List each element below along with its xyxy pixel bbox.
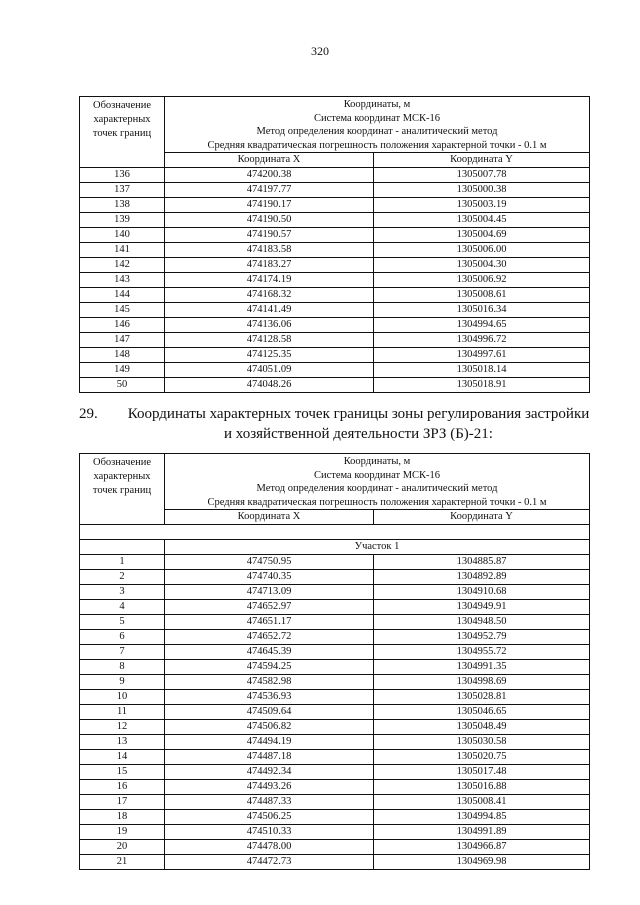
table-body	[80, 97, 590, 393]
coord-y-cell: 1305046.65	[374, 705, 590, 720]
coord-x-cell: 474494.19	[165, 735, 374, 750]
section-title-line: и хозяйственной деятельности ЗРЗ (Б)-21:	[224, 426, 493, 442]
coord-x-cell: 474136.06	[165, 318, 374, 333]
coord-y-cell: 1304997.61	[374, 348, 590, 363]
point-id-cell: 6	[80, 630, 165, 645]
coord-x-cell: 474493.26	[165, 780, 374, 795]
coord-y-cell: 1305000.38	[374, 183, 590, 198]
point-id-cell: 50	[80, 378, 165, 393]
coord-x-cell: 474141.49	[165, 303, 374, 318]
coord-x-cell: 474183.27	[165, 258, 374, 273]
coord-x-cell: 474487.18	[165, 750, 374, 765]
coord-y-cell: 1304910.68	[374, 585, 590, 600]
coord-y-cell: 1305018.91	[374, 378, 590, 393]
point-id-cell: 21	[80, 855, 165, 870]
coord-x-cell: 474740.35	[165, 570, 374, 585]
coordinates-table-2	[79, 453, 590, 870]
coordinates-table-1	[79, 96, 590, 393]
table-row	[80, 348, 590, 363]
coord-x-cell: 474472.73	[165, 855, 374, 870]
coord-y-cell: 1304991.35	[374, 660, 590, 675]
column-header-x: Координата X	[165, 510, 374, 525]
point-id-cell: 2	[80, 570, 165, 585]
coord-y-cell: 1305006.00	[374, 243, 590, 258]
coord-x-cell: 474128.58	[165, 333, 374, 348]
meta-line: Система координат МСК-16	[313, 112, 441, 124]
coord-y-cell: 1305008.41	[374, 795, 590, 810]
column-header-x: Координата X	[165, 153, 374, 168]
table-row	[80, 615, 590, 630]
coord-y-cell: 1305007.78	[374, 168, 590, 183]
table-row	[80, 570, 590, 585]
coord-x-cell: 474197.77	[165, 183, 374, 198]
coord-y-cell: 1305028.81	[374, 690, 590, 705]
section-title-line: Координаты характерных точек границы зоны регулирования застройки	[127, 406, 590, 422]
coord-x-cell: 474190.17	[165, 198, 374, 213]
point-id-cell: 12	[80, 720, 165, 735]
coord-y-cell: 1305004.69	[374, 228, 590, 243]
table-row	[80, 765, 590, 780]
table-row	[80, 288, 590, 303]
table-row	[80, 795, 590, 810]
point-id-cell: 148	[80, 348, 165, 363]
spacer-cell	[80, 525, 590, 540]
coord-y-cell: 1304952.79	[374, 630, 590, 645]
meta-line: Метод определения координат - аналитический метод	[256, 483, 498, 494]
meta-line: Система координат МСК-16	[313, 469, 441, 481]
subsection-row	[80, 540, 590, 555]
table-row	[80, 243, 590, 258]
meta-line: Координаты, м	[343, 456, 411, 467]
coord-x-cell: 474506.25	[165, 810, 374, 825]
point-id-cell: 15	[80, 765, 165, 780]
coord-y-cell: 1304955.72	[374, 645, 590, 660]
coord-y-cell: 1304996.72	[374, 333, 590, 348]
table-row	[80, 333, 590, 348]
table-row	[80, 855, 590, 870]
point-id-cell: 16	[80, 780, 165, 795]
coord-x-cell: 474478.00	[165, 840, 374, 855]
page-number: 320	[311, 44, 329, 58]
point-id-cell: 149	[80, 363, 165, 378]
coord-x-cell: 474190.57	[165, 228, 374, 243]
coord-x-cell: 474183.58	[165, 243, 374, 258]
subsection-label: Участок 1	[165, 540, 590, 555]
coord-x-cell: 474492.34	[165, 765, 374, 780]
table-row	[80, 750, 590, 765]
coord-x-cell: 474506.82	[165, 720, 374, 735]
coord-x-cell: 474200.38	[165, 168, 374, 183]
coord-x-cell: 474174.19	[165, 273, 374, 288]
table-row	[80, 840, 590, 855]
point-id-cell: 14	[80, 750, 165, 765]
coord-x-cell: 474645.39	[165, 645, 374, 660]
coord-y-cell: 1304998.69	[374, 675, 590, 690]
coord-y-cell: 1305006.92	[374, 273, 590, 288]
coord-y-cell: 1304969.98	[374, 855, 590, 870]
table-row	[80, 735, 590, 750]
point-id-cell: 10	[80, 690, 165, 705]
point-id-cell: 137	[80, 183, 165, 198]
table-row	[80, 168, 590, 183]
label-line: характерных	[93, 471, 151, 482]
coord-y-cell: 1304966.87	[374, 840, 590, 855]
point-id-cell: 17	[80, 795, 165, 810]
coord-x-cell: 474510.33	[165, 825, 374, 840]
table-row	[80, 690, 590, 705]
section-title	[121, 404, 596, 444]
coord-y-cell: 1305004.30	[374, 258, 590, 273]
meta-line: Средняя квадратическая погрешность положения характерной точки - 0.1 м	[207, 139, 547, 151]
meta-line: Метод определения координат - аналитический метод	[256, 126, 498, 137]
point-id-cell: 138	[80, 198, 165, 213]
point-id-cell: 20	[80, 840, 165, 855]
coordinates-meta	[165, 454, 590, 510]
subsection-empty-cell	[80, 540, 165, 555]
meta-line: Средняя квадратическая погрешность положения характерной точки - 0.1 м	[207, 496, 547, 508]
coord-x-cell: 474190.50	[165, 213, 374, 228]
points-label-header	[80, 454, 165, 525]
point-id-cell: 143	[80, 273, 165, 288]
point-id-cell: 19	[80, 825, 165, 840]
table-row	[80, 630, 590, 645]
coord-y-cell: 1305004.45	[374, 213, 590, 228]
table-header-meta	[80, 97, 590, 153]
point-id-cell: 13	[80, 735, 165, 750]
table-row	[80, 675, 590, 690]
point-id-cell: 141	[80, 243, 165, 258]
table-row	[80, 720, 590, 735]
coord-y-cell: 1304885.87	[374, 555, 590, 570]
point-id-cell: 140	[80, 228, 165, 243]
table-row	[80, 600, 590, 615]
table-row	[80, 213, 590, 228]
points-label-header	[80, 97, 165, 168]
column-header-y: Координата Y	[374, 153, 590, 168]
label-line: Обозначение	[92, 457, 152, 468]
coord-y-cell: 1305030.58	[374, 735, 590, 750]
table-row	[80, 645, 590, 660]
coord-y-cell: 1304994.65	[374, 318, 590, 333]
table-row	[80, 363, 590, 378]
table-row	[80, 273, 590, 288]
coord-x-cell: 474487.33	[165, 795, 374, 810]
coord-x-cell: 474651.17	[165, 615, 374, 630]
coord-y-cell: 1305018.14	[374, 363, 590, 378]
coord-x-cell: 474051.09	[165, 363, 374, 378]
coord-x-cell: 474713.09	[165, 585, 374, 600]
table-row	[80, 198, 590, 213]
table-row	[80, 378, 590, 393]
point-id-cell: 136	[80, 168, 165, 183]
column-header-y: Координата Y	[374, 510, 590, 525]
table-row	[80, 318, 590, 333]
coord-y-cell: 1305020.75	[374, 750, 590, 765]
coord-x-cell: 474652.97	[165, 600, 374, 615]
table-row	[80, 660, 590, 675]
section-number: 29.	[79, 406, 98, 422]
label-line: точек границ	[92, 485, 152, 496]
coord-x-cell: 474750.95	[165, 555, 374, 570]
coord-y-cell: 1305003.19	[374, 198, 590, 213]
table-row	[80, 183, 590, 198]
table-row	[80, 810, 590, 825]
coord-x-cell: 474594.25	[165, 660, 374, 675]
coord-y-cell: 1304892.89	[374, 570, 590, 585]
point-id-cell: 142	[80, 258, 165, 273]
coord-x-cell: 474582.98	[165, 675, 374, 690]
coord-y-cell: 1304949.91	[374, 600, 590, 615]
point-id-cell: 3	[80, 585, 165, 600]
label-line: характерных	[93, 114, 151, 125]
point-id-cell: 146	[80, 318, 165, 333]
coord-y-cell: 1305016.34	[374, 303, 590, 318]
point-id-cell: 11	[80, 705, 165, 720]
coord-x-cell: 474536.93	[165, 690, 374, 705]
label-line: Обозначение	[92, 100, 152, 111]
table-body	[80, 454, 590, 870]
coord-x-cell: 474509.64	[165, 705, 374, 720]
coord-y-cell: 1304948.50	[374, 615, 590, 630]
coord-y-cell: 1305048.49	[374, 720, 590, 735]
point-id-cell: 4	[80, 600, 165, 615]
table-row	[80, 258, 590, 273]
table-row	[80, 555, 590, 570]
table-row	[80, 228, 590, 243]
coord-x-cell: 474048.26	[165, 378, 374, 393]
coordinates-meta	[165, 97, 590, 153]
coord-x-cell: 474168.32	[165, 288, 374, 303]
point-id-cell: 9	[80, 675, 165, 690]
point-id-cell: 139	[80, 213, 165, 228]
coord-x-cell: 474652.72	[165, 630, 374, 645]
meta-line: Координаты, м	[343, 99, 411, 110]
table-row	[80, 825, 590, 840]
point-id-cell: 145	[80, 303, 165, 318]
coord-x-cell: 474125.35	[165, 348, 374, 363]
point-id-cell: 8	[80, 660, 165, 675]
spacer-row	[80, 525, 590, 540]
point-id-cell: 7	[80, 645, 165, 660]
point-id-cell: 144	[80, 288, 165, 303]
point-id-cell: 147	[80, 333, 165, 348]
label-line: точек границ	[92, 128, 152, 139]
table-row	[80, 585, 590, 600]
coord-y-cell: 1304994.85	[374, 810, 590, 825]
point-id-cell: 18	[80, 810, 165, 825]
coord-y-cell: 1305008.61	[374, 288, 590, 303]
table-row	[80, 303, 590, 318]
point-id-cell: 5	[80, 615, 165, 630]
table-row	[80, 705, 590, 720]
coord-y-cell: 1304991.89	[374, 825, 590, 840]
table-header-meta	[80, 454, 590, 510]
point-id-cell: 1	[80, 555, 165, 570]
coord-y-cell: 1305017.48	[374, 765, 590, 780]
table-row	[80, 780, 590, 795]
coord-y-cell: 1305016.88	[374, 780, 590, 795]
